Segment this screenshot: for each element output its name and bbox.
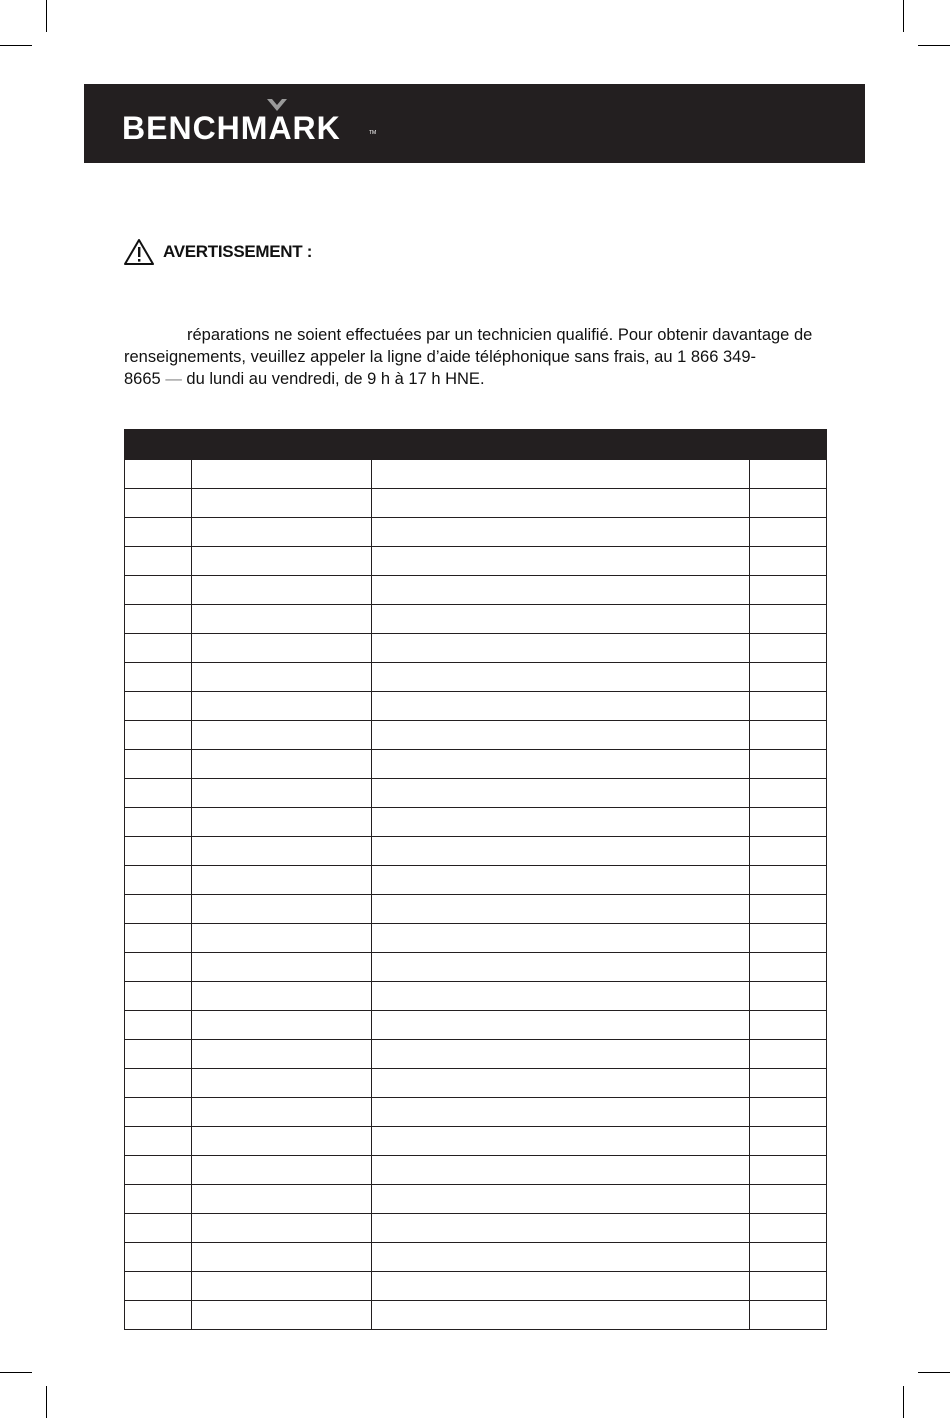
table-cell <box>372 1156 750 1185</box>
table-cell <box>125 1011 192 1040</box>
table-cell <box>192 866 372 895</box>
table-cell <box>750 1301 827 1330</box>
table-cell <box>192 982 372 1011</box>
table-cell <box>125 721 192 750</box>
table-cell <box>750 953 827 982</box>
table-row <box>125 547 827 576</box>
table-cell <box>372 982 750 1011</box>
table-cell <box>372 1185 750 1214</box>
parts-table <box>124 429 827 1330</box>
crop-mark <box>46 0 47 32</box>
table-cell <box>192 489 372 518</box>
table-cell <box>372 1243 750 1272</box>
crop-mark <box>0 1372 32 1373</box>
table-cell <box>192 634 372 663</box>
table-cell <box>192 692 372 721</box>
table-cell <box>192 1127 372 1156</box>
table-cell <box>372 576 750 605</box>
table-cell <box>192 663 372 692</box>
table-cell <box>192 518 372 547</box>
table-cell <box>372 924 750 953</box>
table-cell <box>750 1156 827 1185</box>
table-cell <box>125 1098 192 1127</box>
table-row <box>125 1069 827 1098</box>
table-row <box>125 953 827 982</box>
table-row <box>125 808 827 837</box>
table-row <box>125 692 827 721</box>
table-header-cell <box>192 430 372 460</box>
em-dash: — <box>165 370 182 388</box>
table-cell <box>750 1185 827 1214</box>
table-cell <box>192 1214 372 1243</box>
hours-text: du lundi au vendredi, de 9 h à 17 h HNE. <box>186 370 485 388</box>
table-cell <box>750 1243 827 1272</box>
table-cell <box>125 518 192 547</box>
table-cell <box>372 692 750 721</box>
table-row <box>125 634 827 663</box>
table-cell <box>750 634 827 663</box>
table-cell <box>192 576 372 605</box>
table-row <box>125 866 827 895</box>
table-cell <box>750 692 827 721</box>
table-cell <box>372 1214 750 1243</box>
table-cell <box>192 1040 372 1069</box>
table-cell <box>125 576 192 605</box>
table-cell <box>750 1272 827 1301</box>
table-cell <box>372 808 750 837</box>
crop-mark <box>918 1372 950 1373</box>
table-cell <box>750 1214 827 1243</box>
warning-title: AVERTISSEMENT : <box>163 242 313 261</box>
table-cell <box>125 924 192 953</box>
table-header-cell <box>125 430 192 460</box>
table-cell <box>125 692 192 721</box>
benchmark-logo <box>122 96 382 146</box>
table-row <box>125 837 827 866</box>
table-cell <box>372 1127 750 1156</box>
table-cell <box>372 518 750 547</box>
table-cell <box>125 866 192 895</box>
table-cell <box>750 547 827 576</box>
table-cell <box>125 1243 192 1272</box>
table-cell <box>750 1069 827 1098</box>
table-cell <box>750 605 827 634</box>
table-cell <box>192 779 372 808</box>
crop-mark <box>903 0 904 32</box>
table-cell <box>372 605 750 634</box>
table-cell <box>372 1301 750 1330</box>
table-cell <box>750 837 827 866</box>
table-cell <box>125 1156 192 1185</box>
table-header-cell <box>372 430 750 460</box>
brand-header <box>84 84 865 163</box>
table-cell <box>750 924 827 953</box>
table-cell <box>125 895 192 924</box>
table-cell <box>125 1214 192 1243</box>
table-cell <box>125 808 192 837</box>
table-cell <box>192 895 372 924</box>
table-cell <box>372 1011 750 1040</box>
table-cell <box>125 779 192 808</box>
table-row <box>125 1098 827 1127</box>
table-cell <box>750 895 827 924</box>
svg-text:BENCHMARK: BENCHMARK <box>122 110 341 146</box>
table-cell <box>372 779 750 808</box>
crop-mark <box>903 1386 904 1418</box>
table-cell <box>192 1243 372 1272</box>
table-row <box>125 895 827 924</box>
table-header-cell <box>750 430 827 460</box>
table-row <box>125 1243 827 1272</box>
table-cell <box>372 1069 750 1098</box>
table-cell <box>750 518 827 547</box>
table-cell <box>372 1098 750 1127</box>
table-cell <box>192 1185 372 1214</box>
warning-paragraph <box>124 324 869 390</box>
table-cell <box>372 895 750 924</box>
table-body <box>125 460 827 1330</box>
table-cell <box>125 982 192 1011</box>
table-cell <box>750 721 827 750</box>
table-cell <box>192 547 372 576</box>
table-cell <box>192 1156 372 1185</box>
paragraph-line: réparations ne soient effectuées par un technicien qualifié. Pour obtenir davantage de <box>187 326 813 344</box>
table-cell <box>750 1098 827 1127</box>
table-cell <box>372 1040 750 1069</box>
table-cell <box>125 460 192 489</box>
table-cell <box>192 1272 372 1301</box>
table-row <box>125 576 827 605</box>
table-cell <box>192 750 372 779</box>
table-cell <box>125 1272 192 1301</box>
crop-mark <box>0 45 32 46</box>
table-cell <box>750 663 827 692</box>
table-cell <box>192 808 372 837</box>
table-cell <box>125 605 192 634</box>
table-cell <box>125 634 192 663</box>
table-row <box>125 460 827 489</box>
table-row <box>125 982 827 1011</box>
table-cell <box>192 1098 372 1127</box>
table-cell <box>125 1185 192 1214</box>
table-cell <box>372 460 750 489</box>
table-cell <box>125 489 192 518</box>
table-row <box>125 489 827 518</box>
table-cell <box>750 982 827 1011</box>
table-cell <box>125 837 192 866</box>
table-cell <box>125 1069 192 1098</box>
paragraph-line <box>124 368 869 390</box>
table-cell <box>125 1040 192 1069</box>
table-cell <box>192 460 372 489</box>
table-row <box>125 721 827 750</box>
table-cell <box>750 750 827 779</box>
table-row <box>125 1214 827 1243</box>
table-cell <box>192 1069 372 1098</box>
table-cell <box>372 750 750 779</box>
table-cell <box>125 1127 192 1156</box>
table-cell <box>750 866 827 895</box>
table-cell <box>125 1301 192 1330</box>
table-cell <box>125 663 192 692</box>
table-row <box>125 518 827 547</box>
table-cell <box>750 489 827 518</box>
table-row <box>125 924 827 953</box>
table-cell <box>372 1272 750 1301</box>
table-cell <box>372 953 750 982</box>
warning-heading <box>123 236 312 268</box>
table-cell <box>750 1127 827 1156</box>
table-row <box>125 779 827 808</box>
table-cell <box>750 779 827 808</box>
table-cell <box>125 547 192 576</box>
table-cell <box>372 663 750 692</box>
table-cell <box>372 547 750 576</box>
table-row <box>125 1156 827 1185</box>
table-row <box>125 605 827 634</box>
table-cell <box>192 953 372 982</box>
table-cell <box>750 460 827 489</box>
table-cell <box>192 605 372 634</box>
table-cell <box>125 953 192 982</box>
warning-triangle-icon <box>123 238 155 266</box>
table-cell <box>192 1011 372 1040</box>
table-row <box>125 1272 827 1301</box>
table-cell <box>372 837 750 866</box>
table-row <box>125 1185 827 1214</box>
table-cell <box>372 866 750 895</box>
table-row <box>125 1011 827 1040</box>
table-row <box>125 750 827 779</box>
paragraph-line: renseignements, veuillez appeler la ligne d’aide téléphonique sans frais, au 1 866 349- <box>124 348 757 366</box>
phone-number-end: 8665 <box>124 370 161 388</box>
table-cell <box>192 1301 372 1330</box>
table-row <box>125 1040 827 1069</box>
table-row <box>125 663 827 692</box>
table-cell <box>750 576 827 605</box>
table-cell <box>125 750 192 779</box>
table-row <box>125 1127 827 1156</box>
table-cell <box>750 1011 827 1040</box>
table-cell <box>192 721 372 750</box>
table-cell <box>750 808 827 837</box>
table-cell <box>750 1040 827 1069</box>
table-header-row <box>125 430 827 460</box>
crop-mark <box>46 1386 47 1418</box>
table-cell <box>192 924 372 953</box>
table-cell <box>372 634 750 663</box>
svg-text:TM: TM <box>369 130 377 136</box>
crop-mark <box>918 45 950 46</box>
table-row <box>125 1301 827 1330</box>
table-cell <box>372 489 750 518</box>
table-cell <box>192 837 372 866</box>
table-cell <box>372 721 750 750</box>
